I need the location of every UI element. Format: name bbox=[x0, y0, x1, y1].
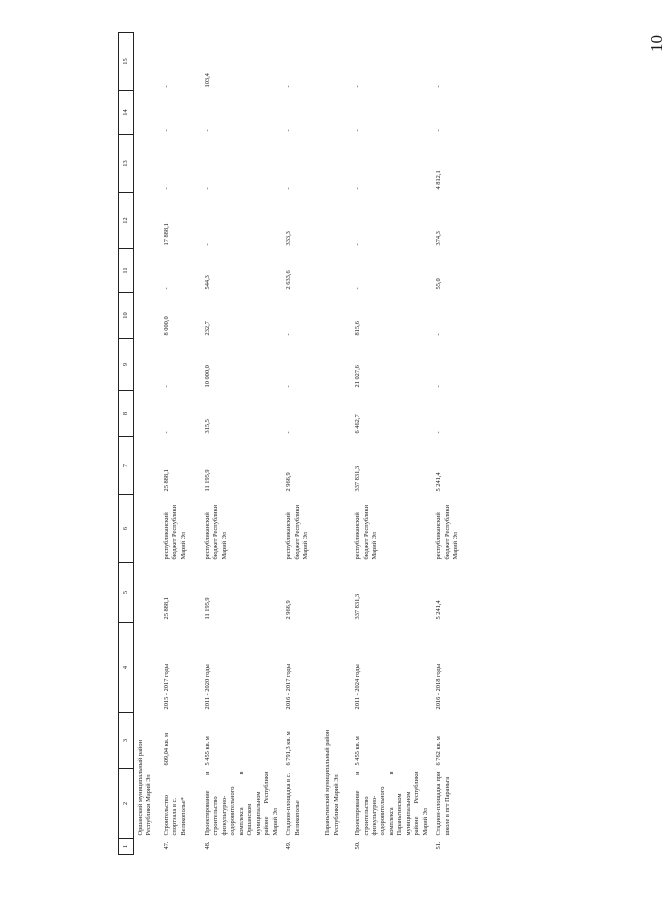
column-header: 10 bbox=[119, 293, 134, 339]
column-numbers-row bbox=[119, 33, 134, 855]
value-col-11: - bbox=[354, 287, 362, 290]
value-col-13: - bbox=[285, 187, 293, 190]
capacity: 6 791,3 кв. м bbox=[285, 731, 293, 766]
value-col-13: 4 812,1 bbox=[435, 170, 443, 190]
column-header: 15 bbox=[119, 33, 134, 91]
value-col-15: - bbox=[163, 85, 170, 88]
column-header: 9 bbox=[119, 339, 134, 391]
row-number: 50. bbox=[354, 841, 362, 850]
value-col-9: 21 027,6 bbox=[354, 365, 362, 388]
group-heading-paranga: Параньгинский муниципальный район Республики Марий Эл bbox=[324, 729, 340, 836]
column-header: 1 bbox=[119, 839, 134, 855]
column-header: 7 bbox=[119, 437, 134, 495]
value-col-11: 544,3 bbox=[204, 275, 211, 290]
period: 2011 - 2020 годы bbox=[204, 664, 211, 710]
capacity: 5 455 кв. м bbox=[204, 736, 211, 766]
value-col-12: 374,3 bbox=[435, 231, 443, 246]
value-col-7: 2 966,9 bbox=[285, 472, 293, 492]
column-header: 11 bbox=[119, 249, 134, 293]
row-number: 48. bbox=[204, 841, 211, 850]
value-col-9: 10 000,0 bbox=[204, 365, 211, 388]
total-amount: 25 888,1 bbox=[163, 597, 170, 620]
column-header: 13 bbox=[119, 135, 134, 193]
funding-source: республиканский бюджет Республики Марий Эл bbox=[204, 504, 228, 560]
total-amount: 5 241,4 bbox=[435, 600, 443, 620]
column-header: 2 bbox=[119, 769, 134, 839]
value-col-9: - bbox=[435, 385, 443, 388]
column-header: 3 bbox=[119, 713, 134, 769]
column-header: 5 bbox=[119, 563, 134, 623]
table-row bbox=[280, 33, 321, 855]
table-row bbox=[349, 33, 430, 855]
value-col-14: - bbox=[204, 129, 211, 132]
value-col-11: 2 633,6 bbox=[285, 270, 293, 290]
object-name: Строительство спортзала в с. Великополье* bbox=[163, 795, 187, 836]
value-col-14: - bbox=[163, 129, 170, 132]
value-col-12: 17 888,1 bbox=[163, 223, 170, 246]
period: 2016 - 2018 годы bbox=[435, 663, 443, 710]
value-col-8: - bbox=[285, 431, 293, 434]
column-header: 14 bbox=[119, 91, 134, 135]
value-col-13: - bbox=[204, 187, 211, 190]
object-name: Стадион-площадка в с. Великополье bbox=[285, 772, 301, 836]
funding-source: республиканский бюджет Республики Марий Эл bbox=[435, 504, 460, 560]
total-amount: 2 966,9 bbox=[285, 600, 293, 620]
object-name: Проектирование и строительство физкультурно-оздоровительного комплекса в Оршанском муниципальном районе Республики Марий Эл bbox=[204, 771, 279, 836]
total-amount: 11 195,9 bbox=[204, 597, 211, 620]
value-col-7: 25 888,1 bbox=[163, 469, 170, 492]
period: 2011 - 2024 годы bbox=[354, 664, 362, 710]
object-name: Проектирование и строительство физкультурно-оздоровительного комплекса в Параньгинском муниципальном районе Республики Марий Эл bbox=[354, 771, 429, 836]
value-col-8: 315,5 bbox=[204, 419, 211, 434]
value-col-7: 337 831,3 bbox=[354, 465, 362, 492]
value-col-12: - bbox=[354, 243, 362, 246]
value-col-12: 333,3 bbox=[285, 231, 293, 246]
group-row bbox=[321, 33, 349, 855]
funding-source: республиканский бюджет Республики Марий Эл bbox=[354, 504, 378, 560]
funding-source: республиканский бюджет Республики Марий Эл bbox=[285, 504, 309, 560]
value-col-8: 6 462,7 bbox=[354, 414, 362, 434]
table-row bbox=[158, 33, 199, 855]
table-row bbox=[199, 33, 280, 855]
funding-source: республиканский бюджет Республики Марий Эл bbox=[163, 504, 187, 560]
value-col-15: - bbox=[285, 85, 293, 88]
value-col-15: - bbox=[435, 85, 443, 88]
value-col-11: 55,0 bbox=[435, 278, 443, 290]
value-col-14: - bbox=[354, 129, 362, 132]
row-number: 47. bbox=[163, 841, 170, 850]
value-col-10: 815,6 bbox=[354, 321, 362, 336]
value-col-15: - bbox=[354, 85, 362, 88]
value-col-13: - bbox=[163, 187, 170, 190]
value-col-13: - bbox=[354, 187, 362, 190]
column-header: 8 bbox=[119, 391, 134, 437]
value-col-9: - bbox=[163, 385, 170, 388]
value-col-8: - bbox=[163, 431, 170, 434]
page-number: 10 bbox=[647, 35, 666, 52]
value-col-10: - bbox=[435, 333, 443, 336]
period: 2016 - 2017 годы bbox=[285, 663, 293, 710]
group-row bbox=[134, 33, 159, 855]
row-number: 51. bbox=[435, 841, 443, 850]
value-col-10: - bbox=[285, 333, 293, 336]
value-col-14: - bbox=[285, 129, 293, 132]
value-col-15: 103,4 bbox=[204, 73, 211, 88]
value-col-10: 232,7 bbox=[204, 321, 211, 336]
object-name: Стадион-площадка при школе в пгт Параньга bbox=[435, 771, 451, 836]
table-row bbox=[430, 33, 471, 855]
rotated-table-container bbox=[118, 33, 638, 855]
column-header: 6 bbox=[119, 495, 134, 563]
construction-program-table bbox=[118, 32, 471, 855]
column-header: 12 bbox=[119, 193, 134, 249]
value-col-14: - bbox=[435, 129, 443, 132]
value-col-11: - bbox=[163, 287, 170, 290]
value-col-9: - bbox=[285, 385, 293, 388]
value-col-7: 11 195,9 bbox=[204, 469, 211, 492]
capacity: 6 762 кв. м bbox=[435, 736, 443, 766]
value-col-7: 5 241,4 bbox=[435, 472, 443, 492]
capacity: 609,04 кв. м bbox=[163, 732, 170, 766]
group-heading-orsha: Оршанский муниципальный район Республики Марий Эл bbox=[137, 739, 153, 836]
total-amount: 337 831,3 bbox=[354, 593, 362, 620]
value-col-8: - bbox=[435, 431, 443, 434]
row-number: 49. bbox=[285, 841, 293, 850]
capacity: 5 455 кв. м bbox=[354, 736, 362, 766]
period: 2015 - 2017 годы bbox=[163, 663, 170, 710]
column-header: 4 bbox=[119, 623, 134, 713]
value-col-10: 8 000,0 bbox=[163, 316, 170, 336]
value-col-12: - bbox=[204, 243, 211, 246]
